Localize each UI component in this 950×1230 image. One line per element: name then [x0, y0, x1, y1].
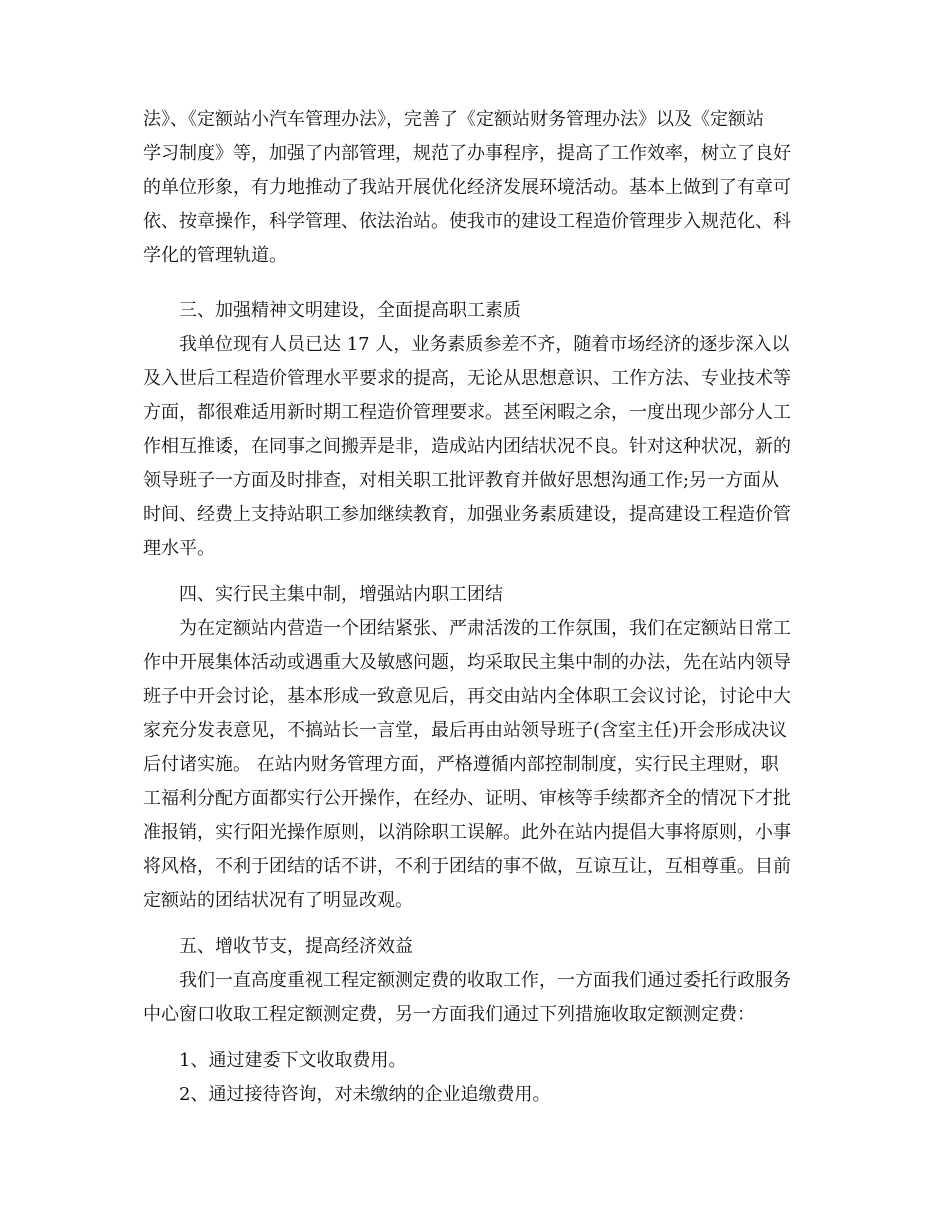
- text-line: 方面，都很难适用新时期工程造价管理要求。甚至闲暇之余，一度出现少部分人工: [143, 402, 791, 423]
- text-line: 准报销，实行阳光操作原则，以消除职工误解。此外在站内提倡大事将原则，小事: [143, 822, 791, 843]
- section-heading: 三、加强精神文明建设，全面提高职工素质: [179, 300, 521, 321]
- text-line: 工福利分配方面都实行公开操作，在经办、证明、审核等手续都齐全的情况下才批: [143, 788, 791, 809]
- text-line: 领导班子一方面及时排查，对相关职工批评教育并做好思想沟通工作;另一方面从: [143, 470, 780, 491]
- list-item: 2、通过接待咨询，对未缴纳的企业追缴费用。: [179, 1084, 551, 1105]
- text-line: 我们一直高度重视工程定额测定费的收取工作，一方面我们通过委托行政服务: [179, 970, 791, 991]
- text-line: 依、按章操作，科学管理、依法治站。使我市的建设工程造价管理步入规范化、科: [143, 211, 791, 232]
- text-line: 定额站的团结状况有了明显改观。: [143, 890, 413, 911]
- text-line: 学化的管理轨道。: [143, 245, 287, 266]
- section-heading: 五、增收节支，提高经济效益: [179, 936, 413, 957]
- text-line: 家充分发表意见，不搞站长一言堂，最后再由站领导班子(含室主任)开会形成决议: [143, 720, 788, 741]
- section-heading: 四、实行民主集中制，增强站内职工团结: [179, 584, 503, 605]
- text-line: 学习制度》等，加强了内部管理，规范了办事程序，提高了工作效率，树立了良好: [143, 143, 791, 164]
- text-line: 为在定额站内营造一个团结紧张、严肃活泼的工作氛围，我们在定额站日常工: [179, 618, 791, 639]
- text-line: 作中开展集体活动或遇重大及敏感问题，均采取民主集中制的办法，先在站内领导: [143, 652, 791, 673]
- text-line: 法》、《定额站小汽车管理办法》，完善了《定额站财务管理办法》以及《定额站: [143, 109, 764, 130]
- text-line: 将风格，不利于团结的话不讲，不利于团结的事不做，互谅互让，互相尊重。目前: [143, 856, 791, 877]
- text-line: 后付诸实施。 在站内财务管理方面，严格遵循内部控制制度，实行民主理财，职: [143, 754, 779, 775]
- text-line: 时间、经费上支持站职工参加继续教育，加强业务素质建设，提高建设工程造价管: [143, 504, 791, 525]
- text-line: 及入世后工程造价管理水平要求的提高，无论从思想意识、工作方法、专业技术等: [143, 368, 791, 389]
- text-line: 理水平。: [143, 538, 215, 559]
- text-line: 我单位现有人员已达 17 人，业务素质参差不齐，随着市场经济的逐步深入以: [179, 334, 790, 355]
- text-line: 中心窗口收取工程定额测定费，另一方面我们通过下列措施收取定额测定费：: [143, 1004, 755, 1025]
- text-line: 班子中开会讨论，基本形成一致意见后，再交由站内全体职工会议讨论，讨论中大: [143, 686, 791, 707]
- text-line: 的单位形象，有力地推动了我站开展优化经济发展环境活动。基本上做到了有章可: [143, 177, 791, 198]
- text-line: 作相互推诿，在同事之间搬弄是非，造成站内团结状况不良。针对这种状况，新的: [143, 436, 791, 457]
- list-item: 1、通过建委下文收取费用。: [179, 1050, 407, 1071]
